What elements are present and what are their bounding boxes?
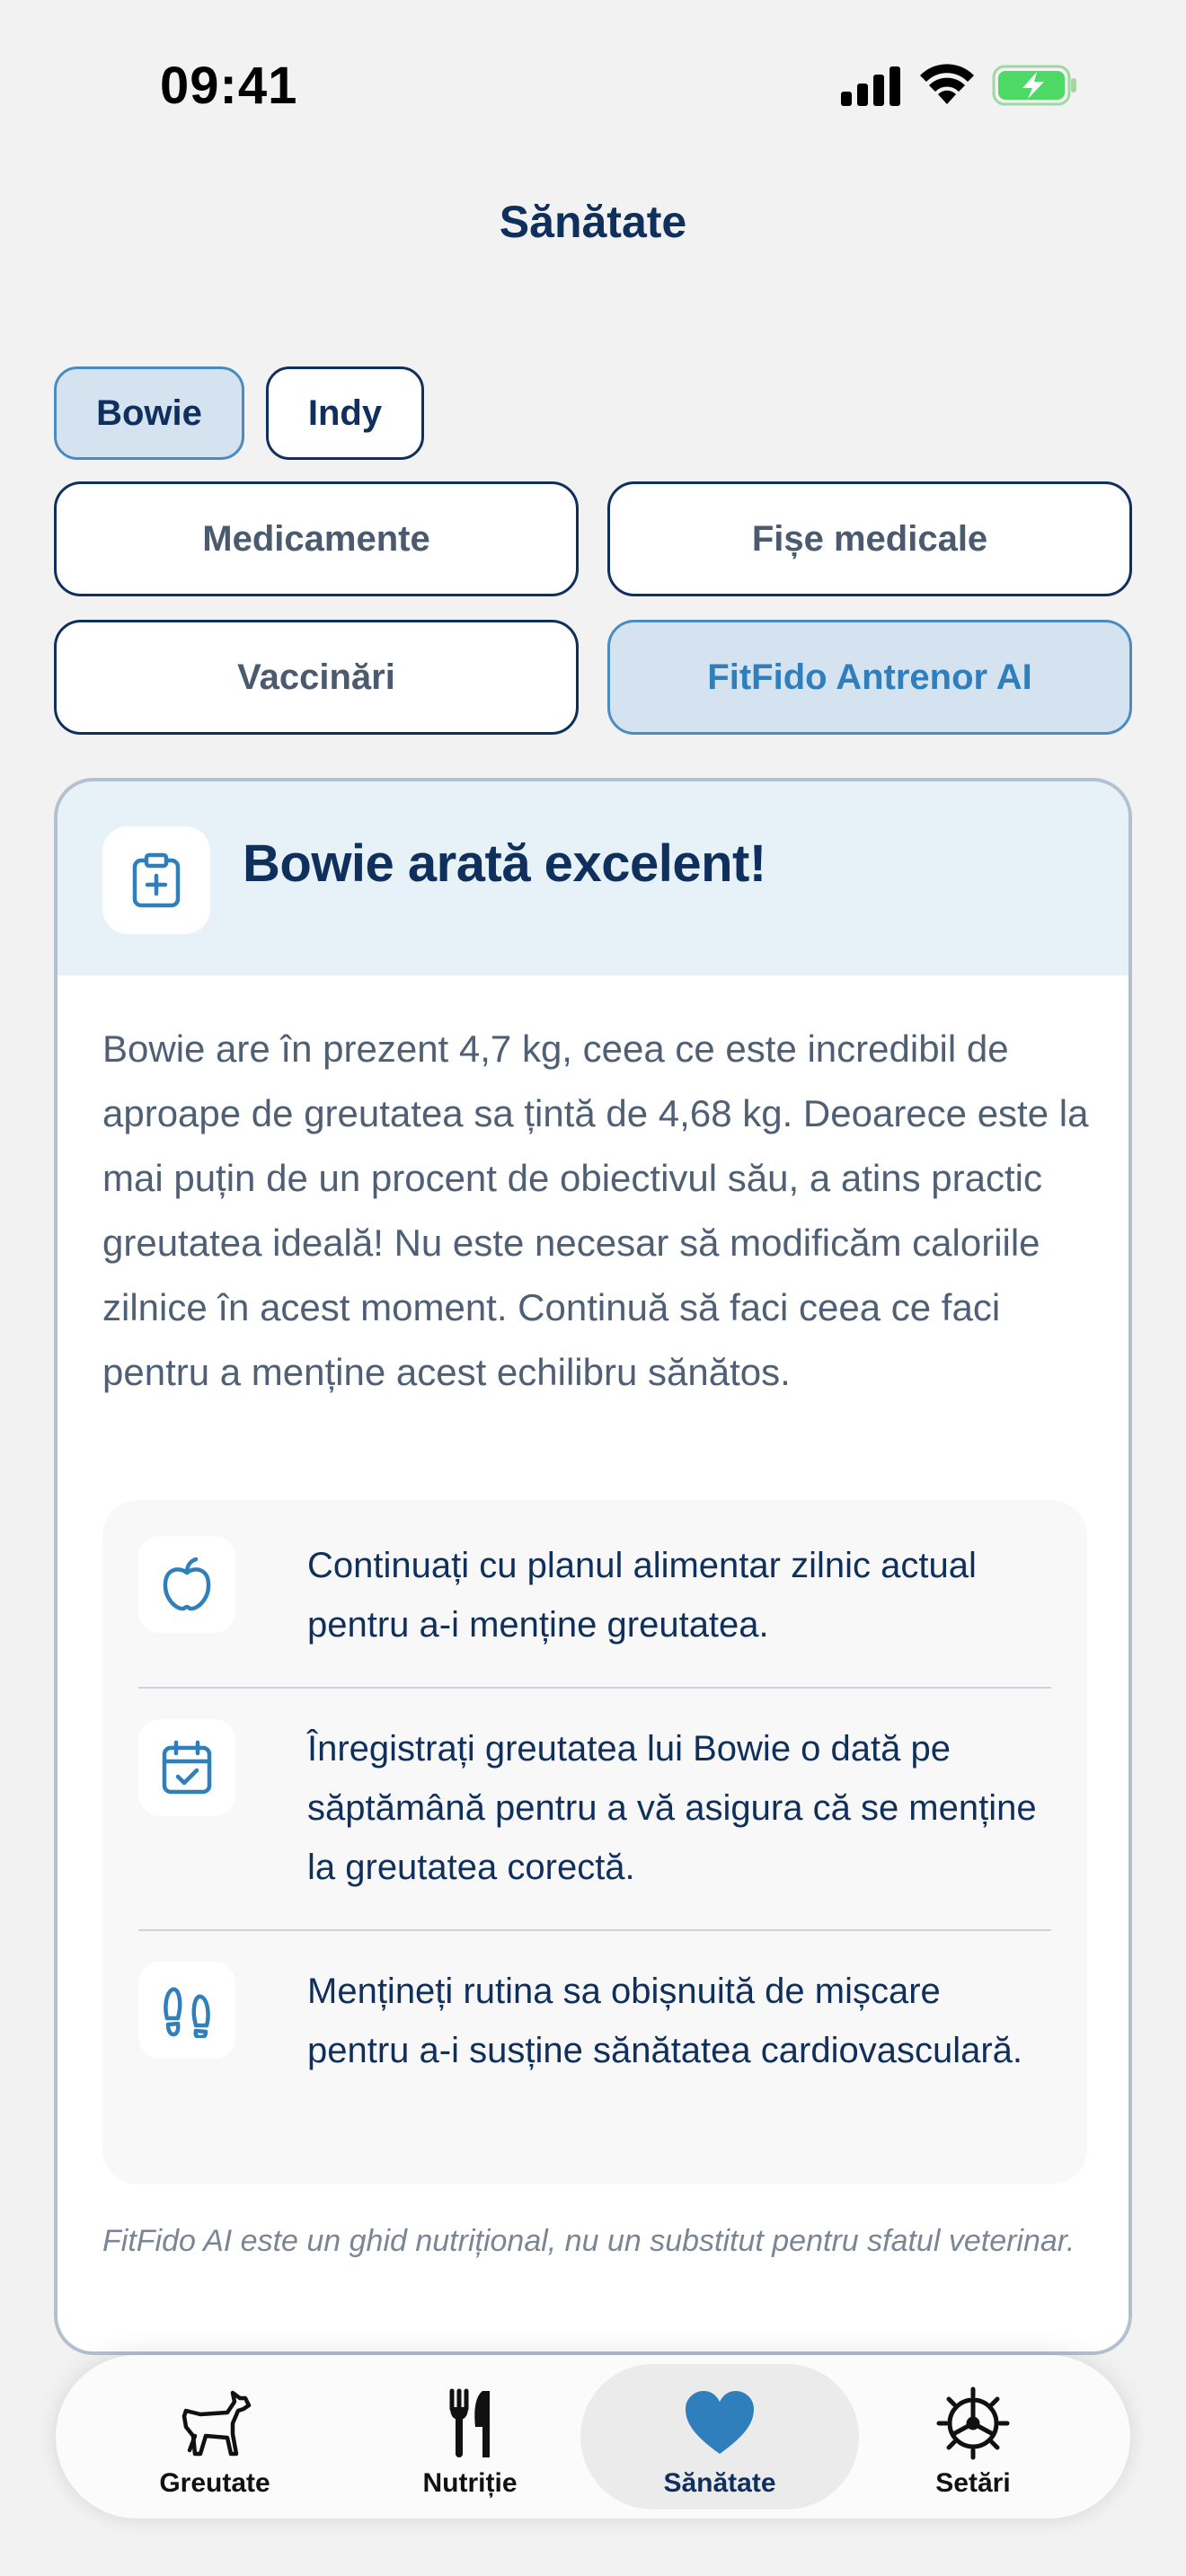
coach-summary-text: Bowie are în prezent 4,7 kg, ceea ce este incredibil de aproape de greutatea sa țintă de 4,68 kg. Deoarece este la mai puțin de un procent de obiectivul său, a atins practic greutatea ideală! Nu este necesar să modificăm caloriile zilnice în acest moment. Continuă să faci ceea ce faci pentru a menține acest echilibru sănătos. [102,1028,1089,1393]
status-bar [0,0,1186,171]
fork-knife-icon [432,2386,508,2461]
tip-text: Continuați cu planul alimentar zilnic actual pentru a-i menține greutatea. [307,1546,977,1645]
divider [138,1929,1051,1931]
medical-records-button[interactable]: Fișe medicale [607,481,1132,596]
pet-chip-bowie[interactable]: Bowie [54,366,244,460]
card-header [58,781,1128,975]
divider [138,1687,1051,1689]
tips-list [102,1500,1087,2184]
wifi-icon [918,63,976,106]
gear-icon [935,2386,1011,2461]
tab-label: Nutriție [422,2468,518,2498]
dog-icon [177,2386,252,2461]
tab-nutrition[interactable] [331,2364,609,2510]
tip-text: Înregistrați greutatea lui Bowie o dată pe săptămână pentru a vă asigura că se menține la greutatea corectă. [307,1729,1037,1887]
medications-button[interactable]: Medicamente [54,481,579,596]
tab-settings[interactable] [834,2364,1112,2510]
tab-health[interactable] [580,2364,859,2510]
tab-weight[interactable] [75,2364,354,2510]
calendar-check-icon [138,1719,235,1816]
tab-label: Sănătate [663,2468,776,2498]
tip-text: Mențineți rutina sa obișnuită de mișcare pentru a-i susține sănătatea cardiovasculară. [307,1972,1023,2070]
vaccinations-button[interactable]: Vaccinări [54,620,579,735]
disclaimer-text: FitFido AI este un ghid nutrițional, nu un substitut pentru sfatul veterinar. [102,2224,1075,2258]
status-time: 09:41 [160,57,298,115]
ai-coach-card [54,778,1132,2355]
apple-icon [138,1536,235,1633]
heart-icon [682,2386,757,2461]
cellular-signal-icon [841,66,902,106]
clipboard-plus-icon [102,826,210,934]
battery-charging-icon [992,65,1078,106]
tab-label: Setări [935,2468,1011,2498]
pet-chip-indy[interactable]: Indy [266,366,424,460]
bottom-tab-bar [56,2355,1130,2519]
footprints-icon [138,1962,235,2059]
ai-coach-button[interactable]: FitFido Antrenor AI [607,620,1132,735]
page-title: Sănătate [499,197,687,247]
card-title: Bowie arată excelent! [243,834,766,893]
tab-label: Greutate [159,2468,270,2498]
